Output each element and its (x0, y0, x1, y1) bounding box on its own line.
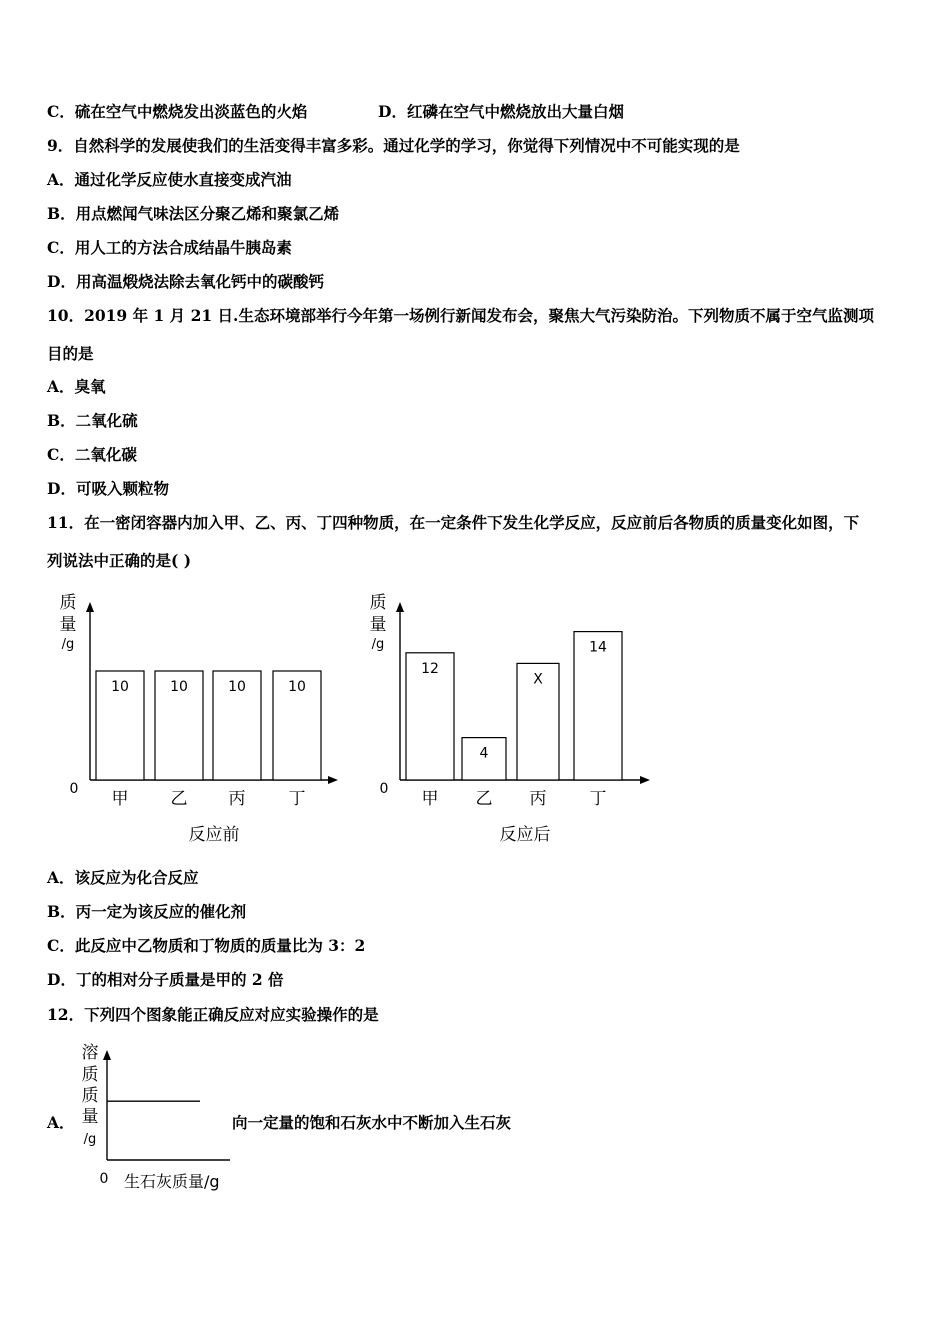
y-axis-label: 质 (81, 1086, 99, 1106)
q9-stem: 9．自然科学的发展使我们的生活变得丰富多彩。通过化学的学习，你觉得下列情况中不可能实现的是 (47, 136, 740, 155)
q12-option-a-letter: A． (47, 1113, 75, 1132)
y-axis-label: /g (61, 637, 75, 652)
bar-data-label: 14 (589, 639, 607, 656)
chart-before-reaction (40, 590, 360, 855)
q9-option-c: C．用人工的方法合成结晶牛胰岛素 (47, 238, 292, 257)
y-axis-label: /g (83, 1132, 97, 1147)
y-axis-label: 量 (59, 615, 77, 635)
origin-label: 0 (99, 1171, 109, 1187)
q11-option-c: C．此反应中乙物质和丁物质的质量比为 3：2 (47, 936, 366, 955)
x-axis-arrow-icon (640, 776, 650, 784)
q10-option-b: B．二氧化硫 (47, 411, 138, 430)
y-axis-label: /g (371, 637, 385, 652)
q10-option-c: C．二氧化碳 (47, 445, 137, 464)
q9-option-b: B．用点燃闻气味法区分聚乙烯和聚氯乙烯 (47, 204, 340, 223)
bar-data-label: 12 (421, 660, 439, 677)
y-axis-label: 质 (59, 593, 77, 613)
category-tick-label: 丙 (529, 789, 547, 809)
y-axis-arrow-icon (103, 1050, 111, 1060)
bar-data-label: 10 (170, 679, 188, 695)
q11-option-b: B．丙一定为该反应的催化剂 (47, 902, 247, 921)
chart-after-reaction (360, 590, 670, 855)
q10-option-d: D．可吸入颗粒物 (47, 479, 169, 498)
category-tick-label: 乙 (475, 789, 493, 809)
category-tick-label: 丁 (589, 789, 607, 809)
q10-option-a: A．臭氧 (47, 377, 106, 396)
bar-data-label: 10 (111, 679, 129, 695)
y-axis-label: 量 (369, 615, 387, 635)
q12-stem: 12．下列四个图象能正确反应对应实验操作的是 (47, 1005, 379, 1024)
bar-data-label: 10 (228, 679, 246, 695)
y-axis-arrow-icon (86, 602, 94, 612)
y-axis-arrow-icon (396, 602, 404, 612)
category-tick-label: 乙 (170, 789, 188, 809)
category-tick-label: 甲 (111, 789, 129, 809)
chart-title: 反应前 (188, 825, 240, 845)
q8-option-d: D．红磷在空气中燃烧放出大量白烟 (378, 102, 624, 121)
q11-stem-line1: 11．在一密闭容器内加入甲、乙、丙、丁四种物质，在一定条件下发生化学反应，反应前后各物质的质量变化如图，下 (47, 513, 860, 532)
x-axis-label: 生石灰质量/g (124, 1172, 220, 1191)
origin-label: 0 (379, 781, 389, 797)
category-tick-label: 丙 (228, 789, 246, 809)
chart-title: 反应后 (499, 825, 551, 845)
q9-option-a: A．通过化学反应使水直接变成汽油 (47, 170, 292, 189)
x-axis-arrow-icon (328, 776, 338, 784)
q11-option-a: A．该反应为化合反应 (47, 868, 199, 887)
q10-stem-line1: 10．2019 年 1 月 21 日.生态环境部举行今年第一场例行新闻发布会，聚焦大气污染防治。下列物质不属于空气监测项 (47, 306, 874, 325)
category-tick-label: 丁 (288, 789, 306, 809)
q11-stem-line2: 列说法中正确的是( ) (47, 551, 192, 570)
origin-label: 0 (69, 781, 79, 797)
q11-option-d: D．丁的相对分子质量是甲的 2 倍 (47, 970, 284, 989)
y-axis-label: 质 (81, 1065, 99, 1085)
q10-stem-line2: 目的是 (47, 344, 94, 363)
bar-data-label: 4 (479, 745, 489, 762)
bar-data-label: X (533, 671, 543, 688)
chart-solute-mass (70, 1040, 240, 1195)
y-axis-label: 质 (369, 593, 387, 613)
bar-data-label: 10 (288, 679, 306, 695)
q12-option-a-desc: 向一定量的饱和石灰水中不断加入生石灰 (232, 1113, 512, 1132)
y-axis-label: 溶 (81, 1043, 99, 1063)
q9-option-d: D．用高温煅烧法除去氧化钙中的碳酸钙 (47, 272, 324, 291)
category-tick-label: 甲 (421, 789, 439, 809)
q8-option-c: C．硫在空气中燃烧发出淡蓝色的火焰 (47, 102, 308, 121)
y-axis-label: 量 (81, 1107, 99, 1127)
